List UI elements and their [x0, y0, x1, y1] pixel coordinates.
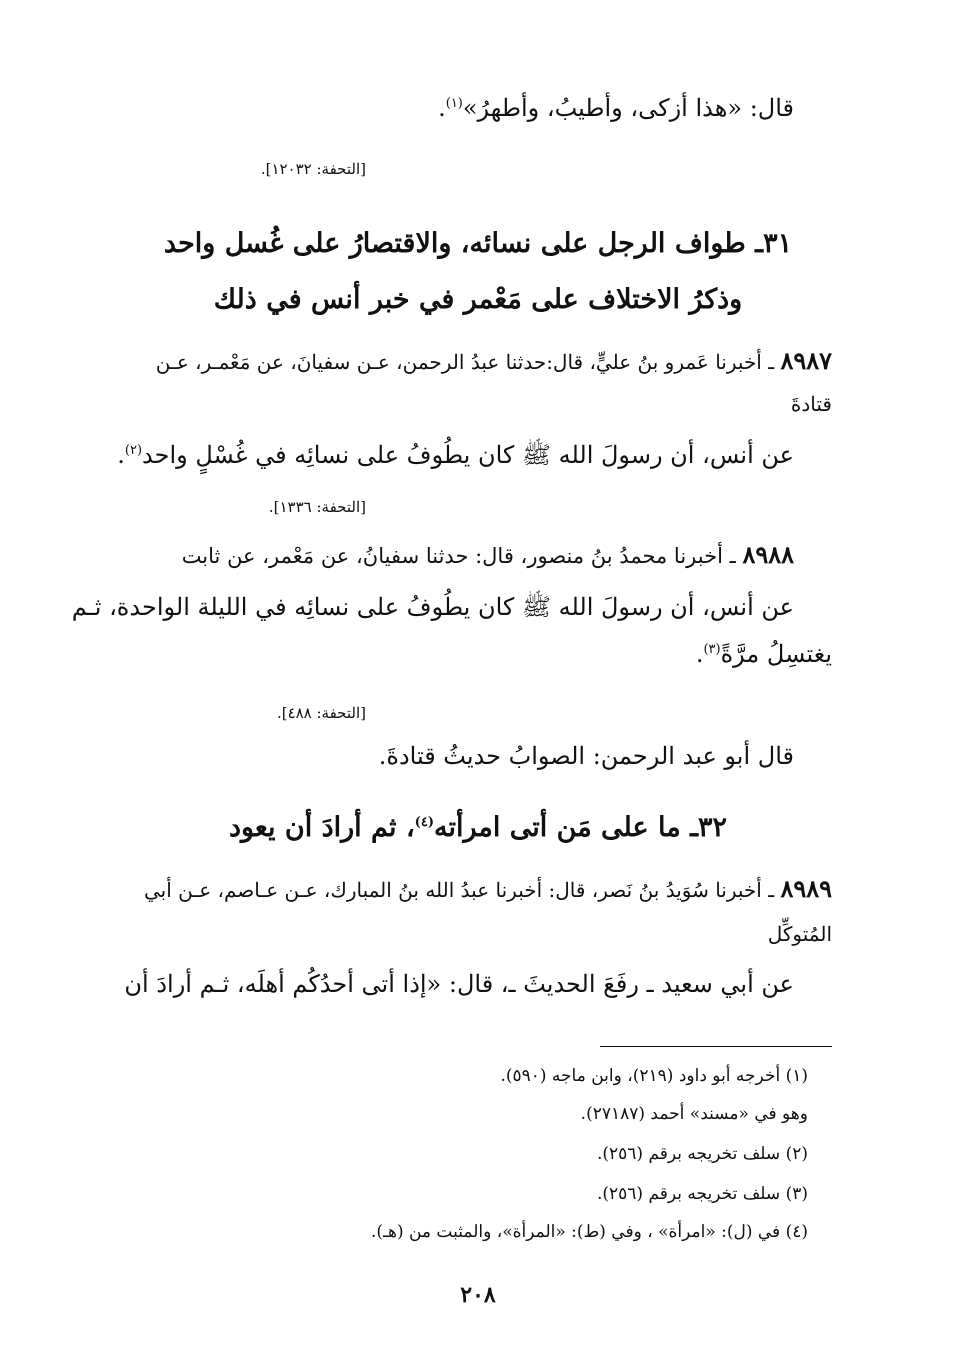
abu-abd-al-rahman-note: قال أبو عبد الرحمن: الصوابُ حديثُ قتادةَ. [378, 742, 794, 770]
hadith-8988-matn-line-2: يغتسِلُ مرَّةً$^{(٣)}$. [695, 640, 832, 668]
footnote-3: (٣) سلف تخريجه برقم (٢٥٦). [596, 1184, 808, 1204]
tuhfa-ref-3: [التحفة: ٤٨٨]. [276, 704, 366, 722]
footnote-1-continued: وهو في «مسند» أحمد (٢٧١٨٧). [580, 1104, 808, 1124]
section-heading-31-line-1: ٣١ـ طواف الرجل على نسائه، والاقتصارُ على غُسل واحد [163, 228, 793, 259]
footnote-ref-4[interactable]: (٤) [414, 815, 434, 830]
footnote-1: (١) أخرجه أبو داود (٢١٩)، وابن ماجه (٥٩٠). [500, 1066, 808, 1086]
section-heading-31-line-2: وذكرُ الاختلاف على مَعْمر في خبر أنس في ذلك [213, 284, 743, 315]
hadith-8988-matn-line-1: عن أنس، أن رسولَ الله ﷺ كان يطُوفُ على نسائِه في الليلة الواحدة، ثـم [71, 593, 794, 621]
hadith-number: ٨٩٨٩ [780, 874, 832, 903]
hadith-number: ٨٩٨٧ [780, 346, 832, 375]
footnote-ref-1[interactable]: (١) [445, 96, 463, 111]
hadith-8989-isnad-line-2: المُتوكِّل [767, 922, 832, 946]
hadith-8989-matn: عن أبي سعيد ـ رفَعَ الحديثَ ـ، قال: «إذا أتى أحدُكُم أهلَه، ثـم أرادَ أن [124, 970, 794, 998]
hadith-8987-isnad-line-2: قتادةَ [790, 392, 832, 416]
footnote-separator [600, 1046, 832, 1047]
tuhfa-ref-1: [التحفة: ١٢٠٣٢]. [260, 160, 366, 178]
footnote-ref-2[interactable]: (٢) [124, 443, 143, 458]
footnote-ref-3[interactable]: (٣) [703, 642, 721, 657]
text-line-1: قال: «هذا أزكى، وأطيبُ، وأطهرُ»$^{(١)}$. [438, 94, 794, 122]
hadith-8989-isnad-line-1: ٨٩٨٩ ـ أخبرنا سُوَيدُ بنُ نَصر، قال: أخبرنا عبدُ الله بنُ المبارك، عـن عـاصم، عـن أبي [143, 874, 832, 903]
page-number: ٢٠٨ [460, 1282, 496, 1308]
hadith-8987-isnad-line-1: ٨٩٨٧ ـ أخبرنا عَمرو بنُ عليٍّ، قال:حدثنا عبدُ الرحمن، عـن سفيانَ، عن مَعْمـر، عـن [155, 346, 832, 375]
hadith-8988-isnad: ٨٩٨٨ ـ أخبرنا محمدُ بنُ منصور، قال: حدثنا سفيانُ، عن مَعْمر، عن ثابت [181, 540, 794, 569]
tuhfa-ref-2: [التحفة: ١٣٣٦]. [268, 498, 366, 516]
section-heading-32: ٣٢ـ ما على مَن أتى امرأته$^{(٤)}$، ثم أرادَ أن يعود [228, 812, 728, 843]
hadith-8987-matn: عن أنس، أن رسولَ الله ﷺ كان يطُوفُ على نسائِه في غُسْلٍ واحد$^{(٢)}$. [117, 441, 794, 469]
hadith-number: ٨٩٨٨ [742, 540, 794, 569]
footnote-2: (٢) سلف تخريجه برقم (٢٥٦). [596, 1144, 808, 1164]
footnote-4: (٤) في (ل): «امرأة» ، وفي (ط): «المرأة»، والمثبت من (هـ). [370, 1222, 808, 1242]
